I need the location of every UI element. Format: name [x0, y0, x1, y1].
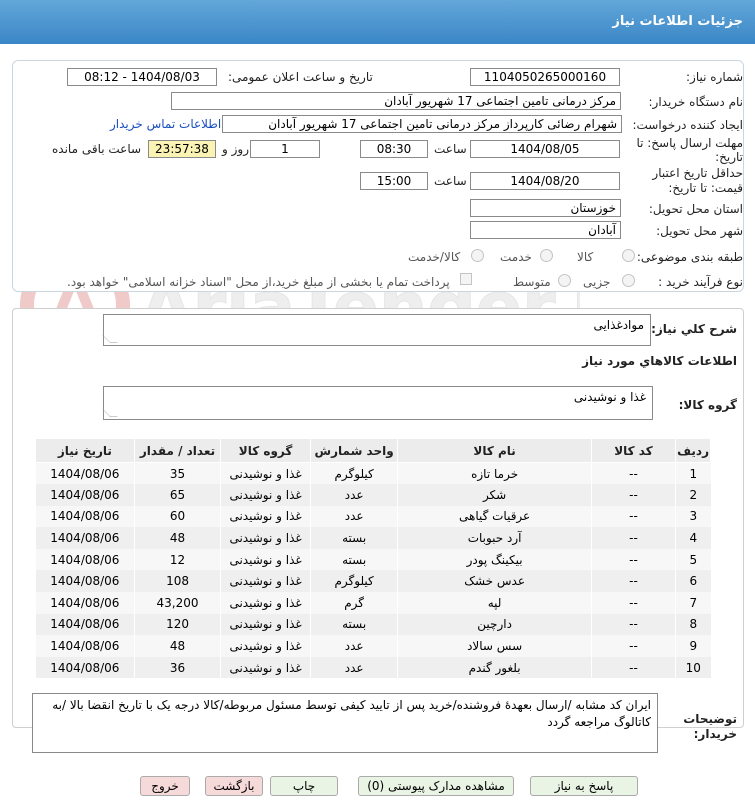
exit-button[interactable]: خروج	[140, 776, 190, 796]
category-radio-goods-service[interactable]	[471, 249, 484, 262]
remaining-label: ساعت باقی مانده	[52, 142, 142, 156]
cell-need-date: 1404/08/06	[36, 592, 135, 614]
cell-group: غذا و نوشیدنی	[221, 527, 311, 549]
cell-group: غذا و نوشیدنی	[221, 570, 311, 592]
cell-item-code: --	[591, 592, 675, 614]
cell-item-code: --	[591, 527, 675, 549]
cell-unit: عدد	[310, 506, 398, 528]
cell-item-name: آرد حبوبات	[398, 527, 591, 549]
print-button[interactable]: چاپ	[270, 776, 338, 796]
cell-item-code: --	[591, 463, 675, 485]
validity-label: حداقل تاریخ اعتبار	[652, 166, 743, 180]
page-header: جزئیات اطلاعات نیاز	[0, 0, 755, 44]
summary-label: شرح کلي نياز:	[651, 322, 737, 336]
cell-row-number: 3	[676, 506, 711, 528]
announce-field[interactable]: 1404/08/03 - 08:12	[67, 68, 217, 86]
col-group[interactable]: گروه کالا	[221, 439, 311, 463]
table-row[interactable]	[36, 549, 711, 571]
province-field[interactable]: خوزستان	[470, 199, 621, 217]
goods-group-text: غذا و نوشیدنی	[573, 390, 646, 404]
cell-group: غذا و نوشیدنی	[221, 484, 311, 506]
buyer-notes-textarea[interactable]	[32, 693, 658, 753]
city-label: شهر محل تحویل:	[656, 224, 743, 238]
col-row-number[interactable]: ردیف	[676, 439, 711, 463]
purchase-type-label: نوع فرآیند خرید :	[658, 275, 743, 289]
purchase-radio-minor[interactable]	[622, 274, 635, 287]
cell-quantity: 12	[134, 549, 221, 571]
cell-need-date: 1404/08/06	[36, 657, 135, 679]
cell-unit: کیلوگرم	[310, 570, 398, 592]
back-button[interactable]: بازگشت	[205, 776, 263, 796]
cell-need-date: 1404/08/06	[36, 506, 135, 528]
cell-row-number: 10	[676, 657, 711, 679]
buyer-contact-link[interactable]: اطلاعات تماس خریدار	[110, 117, 222, 131]
category-radio-goods[interactable]	[622, 249, 635, 262]
category-label: طبقه بندی موضوعی:	[636, 250, 743, 264]
goods-info-title: اطلاعات کالاهاي مورد نياز	[582, 354, 737, 368]
treasury-payment-checkbox[interactable]	[460, 273, 472, 285]
cell-quantity: 108	[134, 570, 221, 592]
col-item-name[interactable]: نام کالا	[398, 439, 591, 463]
cell-quantity: 60	[134, 506, 221, 528]
deadline-time-label: ساعت	[434, 142, 467, 156]
cell-item-name: عدس خشک	[398, 570, 591, 592]
goods-group-label: گروه کالا:	[678, 398, 737, 412]
cell-item-code: --	[591, 506, 675, 528]
summary-textarea[interactable]	[103, 314, 651, 346]
cell-item-name: بلغور گندم	[398, 657, 591, 679]
province-label: استان محل تحویل:	[648, 202, 743, 216]
table-row[interactable]	[36, 527, 711, 549]
cell-row-number: 4	[676, 527, 711, 549]
validity-time-label: ساعت	[434, 174, 467, 188]
cell-quantity: 43,200	[134, 592, 221, 614]
cell-row-number: 5	[676, 549, 711, 571]
cell-row-number: 1	[676, 463, 711, 485]
deadline-label-2: تاریخ:	[715, 150, 743, 164]
days-remaining-field[interactable]: 1	[250, 140, 320, 158]
col-quantity[interactable]: تعداد / مقدار	[134, 439, 221, 463]
purchase-option-minor: جزیی	[583, 275, 611, 289]
buyer-notes-label-2: خریدار:	[693, 727, 737, 741]
resize-handle-icon[interactable]	[102, 335, 118, 343]
table-row[interactable]	[36, 506, 711, 528]
cell-row-number: 2	[676, 484, 711, 506]
cell-item-code: --	[591, 635, 675, 657]
purchase-radio-medium[interactable]	[558, 274, 571, 287]
buyer-notes-label: توضیحات	[683, 712, 737, 726]
cell-unit: بسته	[310, 549, 398, 571]
cell-unit: عدد	[310, 657, 398, 679]
cell-need-date: 1404/08/06	[36, 549, 135, 571]
cell-item-name: لپه	[398, 592, 591, 614]
cell-quantity: 36	[134, 657, 221, 679]
cell-item-name: سس سالاد	[398, 635, 591, 657]
cell-item-name: شکر	[398, 484, 591, 506]
goods-table-wrapper	[35, 438, 711, 678]
goods-group-textarea[interactable]	[103, 386, 653, 420]
table-row[interactable]	[36, 635, 711, 657]
reply-button[interactable]: پاسخ به نیاز	[530, 776, 638, 796]
cell-item-name: عرقیات گیاهی	[398, 506, 591, 528]
cell-group: غذا و نوشیدنی	[221, 506, 311, 528]
days-label: روز و	[222, 142, 249, 156]
cell-unit: عدد	[310, 484, 398, 506]
buyer-org-label: نام دستگاه خریدار:	[648, 95, 743, 109]
creator-label: ایجاد کننده درخواست:	[632, 118, 743, 132]
table-row[interactable]	[36, 463, 711, 485]
cell-group: غذا و نوشیدنی	[221, 614, 311, 636]
cell-group: غذا و نوشیدنی	[221, 635, 311, 657]
category-option-goods-service: کالا/خدمت	[408, 250, 461, 264]
cell-group: غذا و نوشیدنی	[221, 592, 311, 614]
need-number-label: شماره نیاز:	[686, 70, 743, 84]
table-row[interactable]	[36, 592, 711, 614]
cell-quantity: 65	[134, 484, 221, 506]
city-field[interactable]: آبادان	[470, 221, 621, 239]
cell-item-name: بیکینگ پودر	[398, 549, 591, 571]
col-need-date[interactable]: تاریخ نیاز	[36, 439, 135, 463]
col-item-code[interactable]: کد کالا	[591, 439, 675, 463]
cell-unit: بسته	[310, 527, 398, 549]
validity-time-field[interactable]: 15:00	[360, 172, 428, 190]
cell-item-code: --	[591, 570, 675, 592]
cell-unit: کیلوگرم	[310, 463, 398, 485]
announce-label: تاریخ و ساعت اعلان عمومی:	[228, 70, 373, 84]
deadline-date-field[interactable]: 1404/08/05	[470, 140, 620, 158]
table-row[interactable]	[36, 484, 711, 506]
remaining-time-field[interactable]: 23:57:38	[148, 140, 216, 158]
cell-row-number: 9	[676, 635, 711, 657]
table-row[interactable]	[36, 614, 711, 636]
cell-item-name: خرما تازه	[398, 463, 591, 485]
attachments-button[interactable]: مشاهده مدارک پیوستی (0)	[358, 776, 514, 796]
cell-item-code: --	[591, 657, 675, 679]
table-row[interactable]	[36, 657, 711, 679]
cell-need-date: 1404/08/06	[36, 614, 135, 636]
cell-unit: گرم	[310, 592, 398, 614]
cell-unit: بسته	[310, 614, 398, 636]
cell-group: غذا و نوشیدنی	[221, 657, 311, 679]
cell-quantity: 120	[134, 614, 221, 636]
cell-row-number: 8	[676, 614, 711, 636]
category-radio-service[interactable]	[540, 249, 553, 262]
purchase-option-medium: متوسط	[513, 275, 551, 289]
cell-item-code: --	[591, 484, 675, 506]
cell-need-date: 1404/08/06	[36, 484, 135, 506]
category-option-goods: کالا	[577, 250, 594, 264]
cell-item-code: --	[591, 614, 675, 636]
table-row[interactable]	[36, 570, 711, 592]
cell-need-date: 1404/08/06	[36, 463, 135, 485]
cell-need-date: 1404/08/06	[36, 570, 135, 592]
summary-text: موادغذایی	[593, 318, 644, 332]
resize-handle-icon[interactable]	[102, 409, 118, 417]
cell-quantity: 48	[134, 527, 221, 549]
validity-label-2: قیمت: تا تاریخ:	[668, 181, 743, 195]
cell-group: غذا و نوشیدنی	[221, 549, 311, 571]
validity-date-field[interactable]: 1404/08/20	[470, 172, 620, 190]
table-header-row	[36, 439, 711, 463]
deadline-label: مهلت ارسال پاسخ: تا	[636, 136, 743, 150]
goods-table	[35, 438, 711, 678]
cell-row-number: 6	[676, 570, 711, 592]
treasury-payment-note: پرداخت تمام یا بخشی از مبلغ خرید،از محل "اسناد خزانه اسلامی" خواهد بود.	[67, 275, 450, 289]
deadline-time-field[interactable]: 08:30	[360, 140, 428, 158]
cell-item-code: --	[591, 549, 675, 571]
buyer-org-field[interactable]: مرکز درمانی تامین اجتماعی 17 شهریور آبادان	[171, 92, 621, 110]
cell-row-number: 7	[676, 592, 711, 614]
cell-item-name: دارچین	[398, 614, 591, 636]
cell-quantity: 48	[134, 635, 221, 657]
cell-unit: عدد	[310, 635, 398, 657]
creator-field[interactable]: شهرام رضائی کارپرداز مرکز درمانی تامین اجتماعی 17 شهریور آبادان	[222, 115, 622, 133]
col-unit[interactable]: واحد شمارش	[310, 439, 398, 463]
cell-need-date: 1404/08/06	[36, 527, 135, 549]
cell-group: غذا و نوشیدنی	[221, 463, 311, 485]
cell-quantity: 35	[134, 463, 221, 485]
cell-need-date: 1404/08/06	[36, 635, 135, 657]
buyer-notes-text: ایران کد مشابه /ارسال بعهدهٔ فروشنده/خرید پس از تایید کیفی توسط مسئول مربوطه/کالا درجه یک با تاریخ انقضا بالا /به کاتالوگ مراجعه گردد	[52, 698, 651, 729]
category-option-service: خدمت	[500, 250, 532, 264]
need-number-field[interactable]: 1104050265000160	[470, 68, 620, 86]
